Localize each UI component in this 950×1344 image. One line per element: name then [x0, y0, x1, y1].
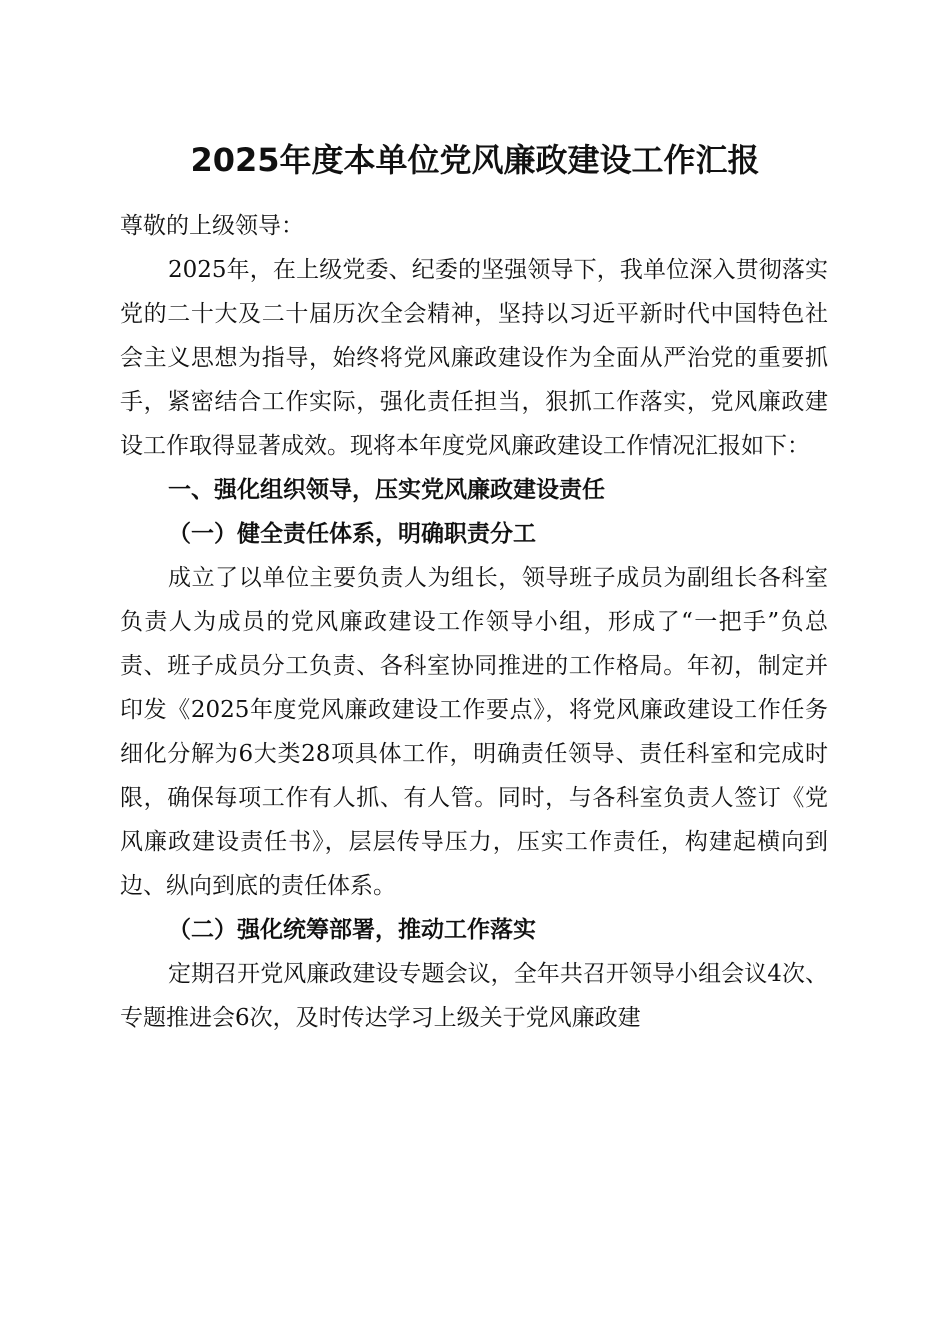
salutation: 尊敬的上级领导：	[120, 213, 304, 239]
subsection-heading-1: （一）健全责任体系，明确职责分工	[168, 520, 536, 547]
subsection-body-1: 成立了以单位主要负责人为组长，领导班子成员为副组长各科室负责人为成员的党风廉政建设工作领导小组，形成了“一把手”负总责、班子成员分工负责、各科室协同推进的工作格局。年初，制定并印发《2025年度党风廉政建设工作要点》，将党风廉政建设工作任务细化分解为6大类28项具体工作，明确责任领导、责任科室和完成时限，确保每项工作有人抓、有人管。同时，与各科室负责人签订《党风廉政建设责任书》，层层传导压力，压实工作责任，构建起横向到边、纵向到底的责任体系。	[120, 565, 828, 899]
document-title: 2025年度本单位党风廉政建设工作汇报	[190, 141, 760, 179]
subsection-heading-2: （二）强化统筹部署，推动工作落实	[168, 916, 536, 943]
document-body	[120, 204, 828, 1040]
subsection-body-2: 定期召开党风廉政建设专题会议，全年共召开领导小组会议4次、专题推进会6次，及时传达学习上级关于党风廉政建	[120, 961, 828, 1031]
section-heading-1: 一、强化组织领导，压实党风廉政建设责任	[168, 477, 605, 503]
intro-paragraph: 2025年，在上级党委、纪委的坚强领导下，我单位深入贯彻落实党的二十大及二十届历次全会精神，坚持以习近平新时代中国特色社会主义思想为指导，始终将党风廉政建设作为全面从严治党的重要抓手，紧密结合工作实际，强化责任担当，狠抓工作落实，党风廉政建设工作取得显著成效。现将本年度党风廉政建设工作情况汇报如下：	[120, 257, 828, 459]
